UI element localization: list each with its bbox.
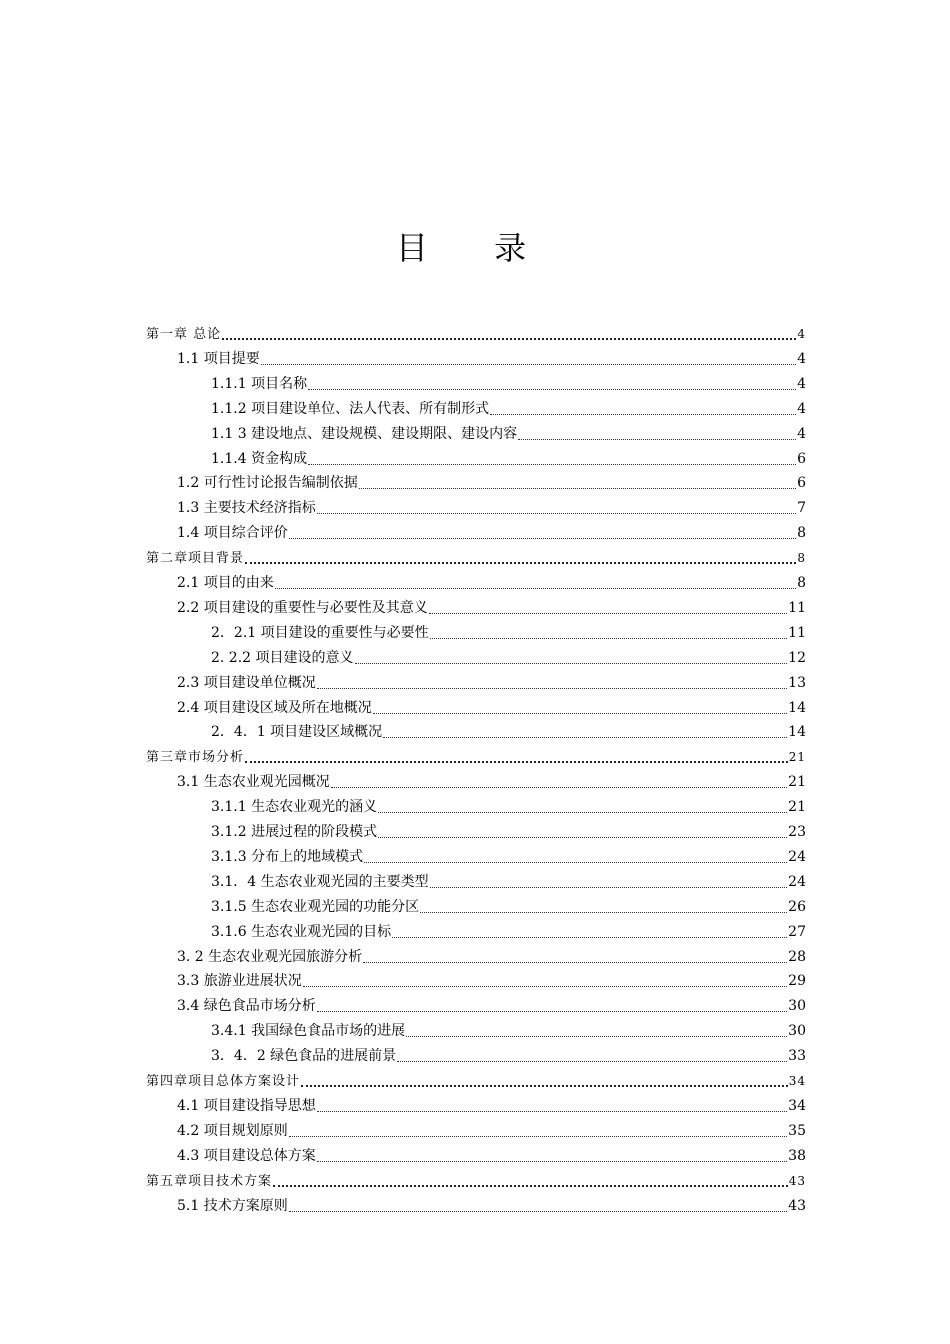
toc-entry[interactable]	[177, 970, 806, 992]
toc-entry-page: 43	[788, 1173, 806, 1188]
toc-entry[interactable]	[177, 348, 806, 370]
toc-entry-page: 35	[788, 1122, 806, 1139]
toc-leader-dots	[406, 1036, 787, 1037]
toc-entry-page: 14	[788, 724, 806, 741]
toc-leader-dots	[420, 912, 787, 913]
toc-entry[interactable]	[177, 1120, 806, 1142]
toc-entry-title: 3.1．4 生态农业观光园的主要类型	[211, 873, 429, 890]
toc-entry-page: 38	[788, 1147, 806, 1164]
toc-leader-dots	[303, 986, 787, 987]
toc-leader-dots	[430, 638, 788, 639]
toc-entry-title: 第五章项目技术方案	[146, 1173, 273, 1189]
toc-entry-page: 12	[788, 649, 806, 666]
toc-entry[interactable]	[177, 672, 806, 694]
toc-leader-dots	[331, 787, 787, 788]
toc-entry-page: 11	[788, 599, 806, 616]
toc-entry-page: 21	[788, 774, 806, 791]
toc-entry[interactable]	[177, 946, 806, 968]
toc-leader-dots	[359, 488, 796, 489]
toc-entry[interactable]	[146, 1070, 806, 1092]
toc-leader-dots	[518, 439, 796, 440]
toc-entry[interactable]	[211, 448, 806, 470]
toc-entry-title: 2.2 项目建设的重要性与必要性及其意义	[177, 599, 428, 616]
toc-entry-title: 4.1 项目建设指导思想	[177, 1097, 316, 1114]
toc-entry-page: 43	[788, 1197, 806, 1214]
toc-entry-page: 23	[788, 824, 806, 840]
toc-entry-page: 8	[797, 525, 806, 542]
toc-entry[interactable]	[177, 522, 806, 544]
toc-entry-title: 3.4.1 我国绿色食品市场的进展	[211, 1023, 406, 1040]
toc-entry-title: 1.2 可行性讨论报告编制依据	[177, 475, 358, 492]
toc-entry-title: 第四章项目总体方案设计	[146, 1074, 301, 1089]
toc-entry-page: 27	[788, 923, 806, 940]
toc-entry[interactable]	[146, 1170, 806, 1192]
toc-leader-dots	[275, 588, 796, 589]
toc-entry-title: 1.3 主要技术经济指标	[177, 500, 316, 517]
toc-leader-dots	[392, 937, 787, 938]
toc-entry[interactable]	[211, 896, 806, 918]
toc-entry-page: 24	[788, 873, 806, 890]
toc-entry-page: 4	[797, 375, 806, 392]
toc-entry-title: 1.1.2 项目建设单位、法人代表、所有制形式	[211, 400, 490, 417]
toc-entry[interactable]	[211, 622, 806, 644]
toc-entry-page: 30	[788, 998, 806, 1015]
toc-entry-title: 1.1 3 建设地点、建设规模、建设期限、建设内容	[211, 425, 518, 442]
toc-entry-title: 2．2.1 项目建设的重要性与必要性	[211, 624, 429, 641]
toc-entry[interactable]	[211, 1045, 806, 1067]
toc-leader-dots	[317, 1011, 787, 1012]
toc-entry[interactable]	[146, 323, 806, 345]
toc-entry-page: 26	[788, 898, 806, 915]
toc-leader-dots	[317, 688, 787, 689]
toc-entry[interactable]	[211, 423, 806, 445]
toc-entry-title: 5.1 技术方案原则	[177, 1197, 288, 1214]
toc-entry-title: 1.1.4 资金构成	[211, 450, 308, 467]
toc-entry[interactable]	[211, 721, 806, 743]
toc-entry-page: 33	[788, 1048, 806, 1065]
toc-entry-title: 第三章市场分析	[146, 750, 245, 766]
toc-entry[interactable]	[177, 771, 806, 793]
toc-leader-dots	[363, 962, 787, 963]
toc-entry-title: 4.3 项目建设总体方案	[177, 1147, 316, 1164]
toc-entry-page: 6	[797, 475, 806, 492]
toc-entry[interactable]	[177, 472, 806, 494]
toc-leader-dots	[273, 1185, 788, 1187]
toc-entry-title: 2.3 项目建设单位概况	[177, 674, 316, 691]
toc-entry[interactable]	[177, 1145, 806, 1167]
toc-entry-page: 7	[797, 500, 806, 517]
toc-entry-title: 2.4 项目建设区域及所在地概况	[177, 699, 372, 716]
toc-entry-title: 3.1.1 生态农业观光的涵义	[211, 799, 378, 816]
toc-entry[interactable]	[211, 398, 806, 420]
toc-entry-title: 4.2 项目规划原则	[177, 1122, 288, 1139]
toc-leader-dots	[289, 538, 796, 539]
toc-entry-title: 3. 2 生态农业观光园旅游分析	[177, 948, 363, 965]
toc-entry-page: 34	[788, 1097, 806, 1114]
toc-entry-title: 3.3 旅游业进展状况	[177, 973, 302, 990]
toc-entry[interactable]	[177, 572, 806, 594]
toc-entry-page: 14	[788, 699, 806, 716]
toc-leader-dots	[397, 1061, 787, 1062]
toc-leader-dots	[308, 464, 796, 465]
toc-entry-page: 21	[788, 750, 806, 765]
toc-entry-title: 3.4 绿色食品市场分析	[177, 998, 316, 1015]
toc-entry[interactable]	[211, 1020, 806, 1042]
toc-leader-dots	[317, 513, 796, 514]
toc-leader-dots	[245, 562, 796, 564]
toc-entry[interactable]	[177, 697, 806, 719]
toc-leader-dots	[289, 1211, 787, 1212]
toc-entry-title: 3.1.5 生态农业观光园的功能分区	[211, 898, 420, 915]
toc-entry[interactable]	[211, 373, 806, 395]
toc-leader-dots	[378, 837, 787, 838]
toc-leader-dots	[308, 389, 796, 390]
toc-entry-title: 2.1 项目的由来	[177, 575, 274, 591]
page-title: 目 录	[395, 229, 555, 267]
toc-entry-title: 第二章项目背景	[146, 551, 245, 567]
toc-entry-page: 4	[797, 400, 806, 417]
toc-entry[interactable]	[211, 647, 806, 669]
toc-leader-dots	[317, 1111, 787, 1112]
toc-entry[interactable]	[177, 995, 806, 1017]
toc-leader-dots	[490, 414, 796, 415]
toc-entry-title: 3．4．2 绿色食品的进展前景	[211, 1048, 397, 1065]
toc-leader-dots	[261, 364, 796, 365]
toc-entry-title: 2. 2.2 项目建设的意义	[211, 649, 354, 666]
toc-leader-dots	[430, 887, 788, 888]
toc-entry-page: 4	[797, 425, 806, 442]
toc-entry-page: 34	[788, 1074, 806, 1088]
toc-entry[interactable]	[177, 1195, 806, 1217]
toc-entry-title: 1.1 项目提要	[177, 350, 260, 367]
toc-entry[interactable]	[146, 746, 806, 768]
toc-entry-page: 29	[788, 973, 806, 990]
toc-leader-dots	[364, 862, 787, 863]
toc-entry[interactable]	[211, 921, 806, 943]
toc-entry[interactable]	[211, 821, 806, 843]
toc-entry[interactable]	[177, 497, 806, 519]
toc-entry-page: 11	[788, 624, 806, 641]
toc-entry-title: 1.4 项目综合评价	[177, 525, 288, 542]
toc-entry-title: 3.1.3 分布上的地域模式	[211, 848, 364, 865]
toc-entry[interactable]	[177, 1095, 806, 1117]
toc-entry-page: 6	[797, 450, 806, 467]
toc-entry-page: 21	[788, 799, 806, 816]
toc-entry-title: 第一章 总论	[146, 327, 222, 342]
toc-entry-page: 13	[788, 674, 806, 691]
toc-leader-dots	[355, 663, 788, 664]
toc-entry-page: 24	[788, 848, 806, 865]
toc-leader-dots	[289, 1136, 787, 1137]
toc-entry-title: 1.1.1 项目名称	[211, 375, 308, 392]
toc-entry-title: 2．4．1 项目建设区域概况	[211, 724, 383, 741]
toc-entry[interactable]	[146, 547, 806, 569]
toc-entry[interactable]	[211, 871, 806, 893]
toc-entry-page: 8	[797, 575, 806, 591]
toc-entry-page: 30	[788, 1023, 806, 1040]
toc-leader-dots	[373, 713, 787, 714]
toc-leader-dots	[245, 761, 788, 763]
toc-leader-dots	[429, 613, 787, 614]
toc-entry-title: 3.1.2 进展过程的阶段模式	[211, 824, 378, 840]
toc-leader-dots	[222, 338, 796, 340]
toc-leader-dots	[383, 737, 787, 738]
toc-leader-dots	[378, 812, 787, 813]
toc-entry[interactable]	[177, 597, 806, 619]
toc-entry-title: 3.1.6 生态农业观光园的目标	[211, 923, 392, 940]
toc-entry[interactable]	[211, 846, 806, 868]
toc-leader-dots	[301, 1085, 788, 1087]
toc-entry-page: 4	[797, 327, 806, 341]
toc-entry-title: 3.1 生态农业观光园概况	[177, 774, 330, 791]
toc-entry-page: 8	[797, 551, 806, 566]
toc-leader-dots	[317, 1161, 787, 1162]
toc-entry-page: 28	[788, 948, 806, 965]
toc-entry-page: 4	[797, 350, 806, 367]
toc-entry[interactable]	[211, 796, 806, 818]
